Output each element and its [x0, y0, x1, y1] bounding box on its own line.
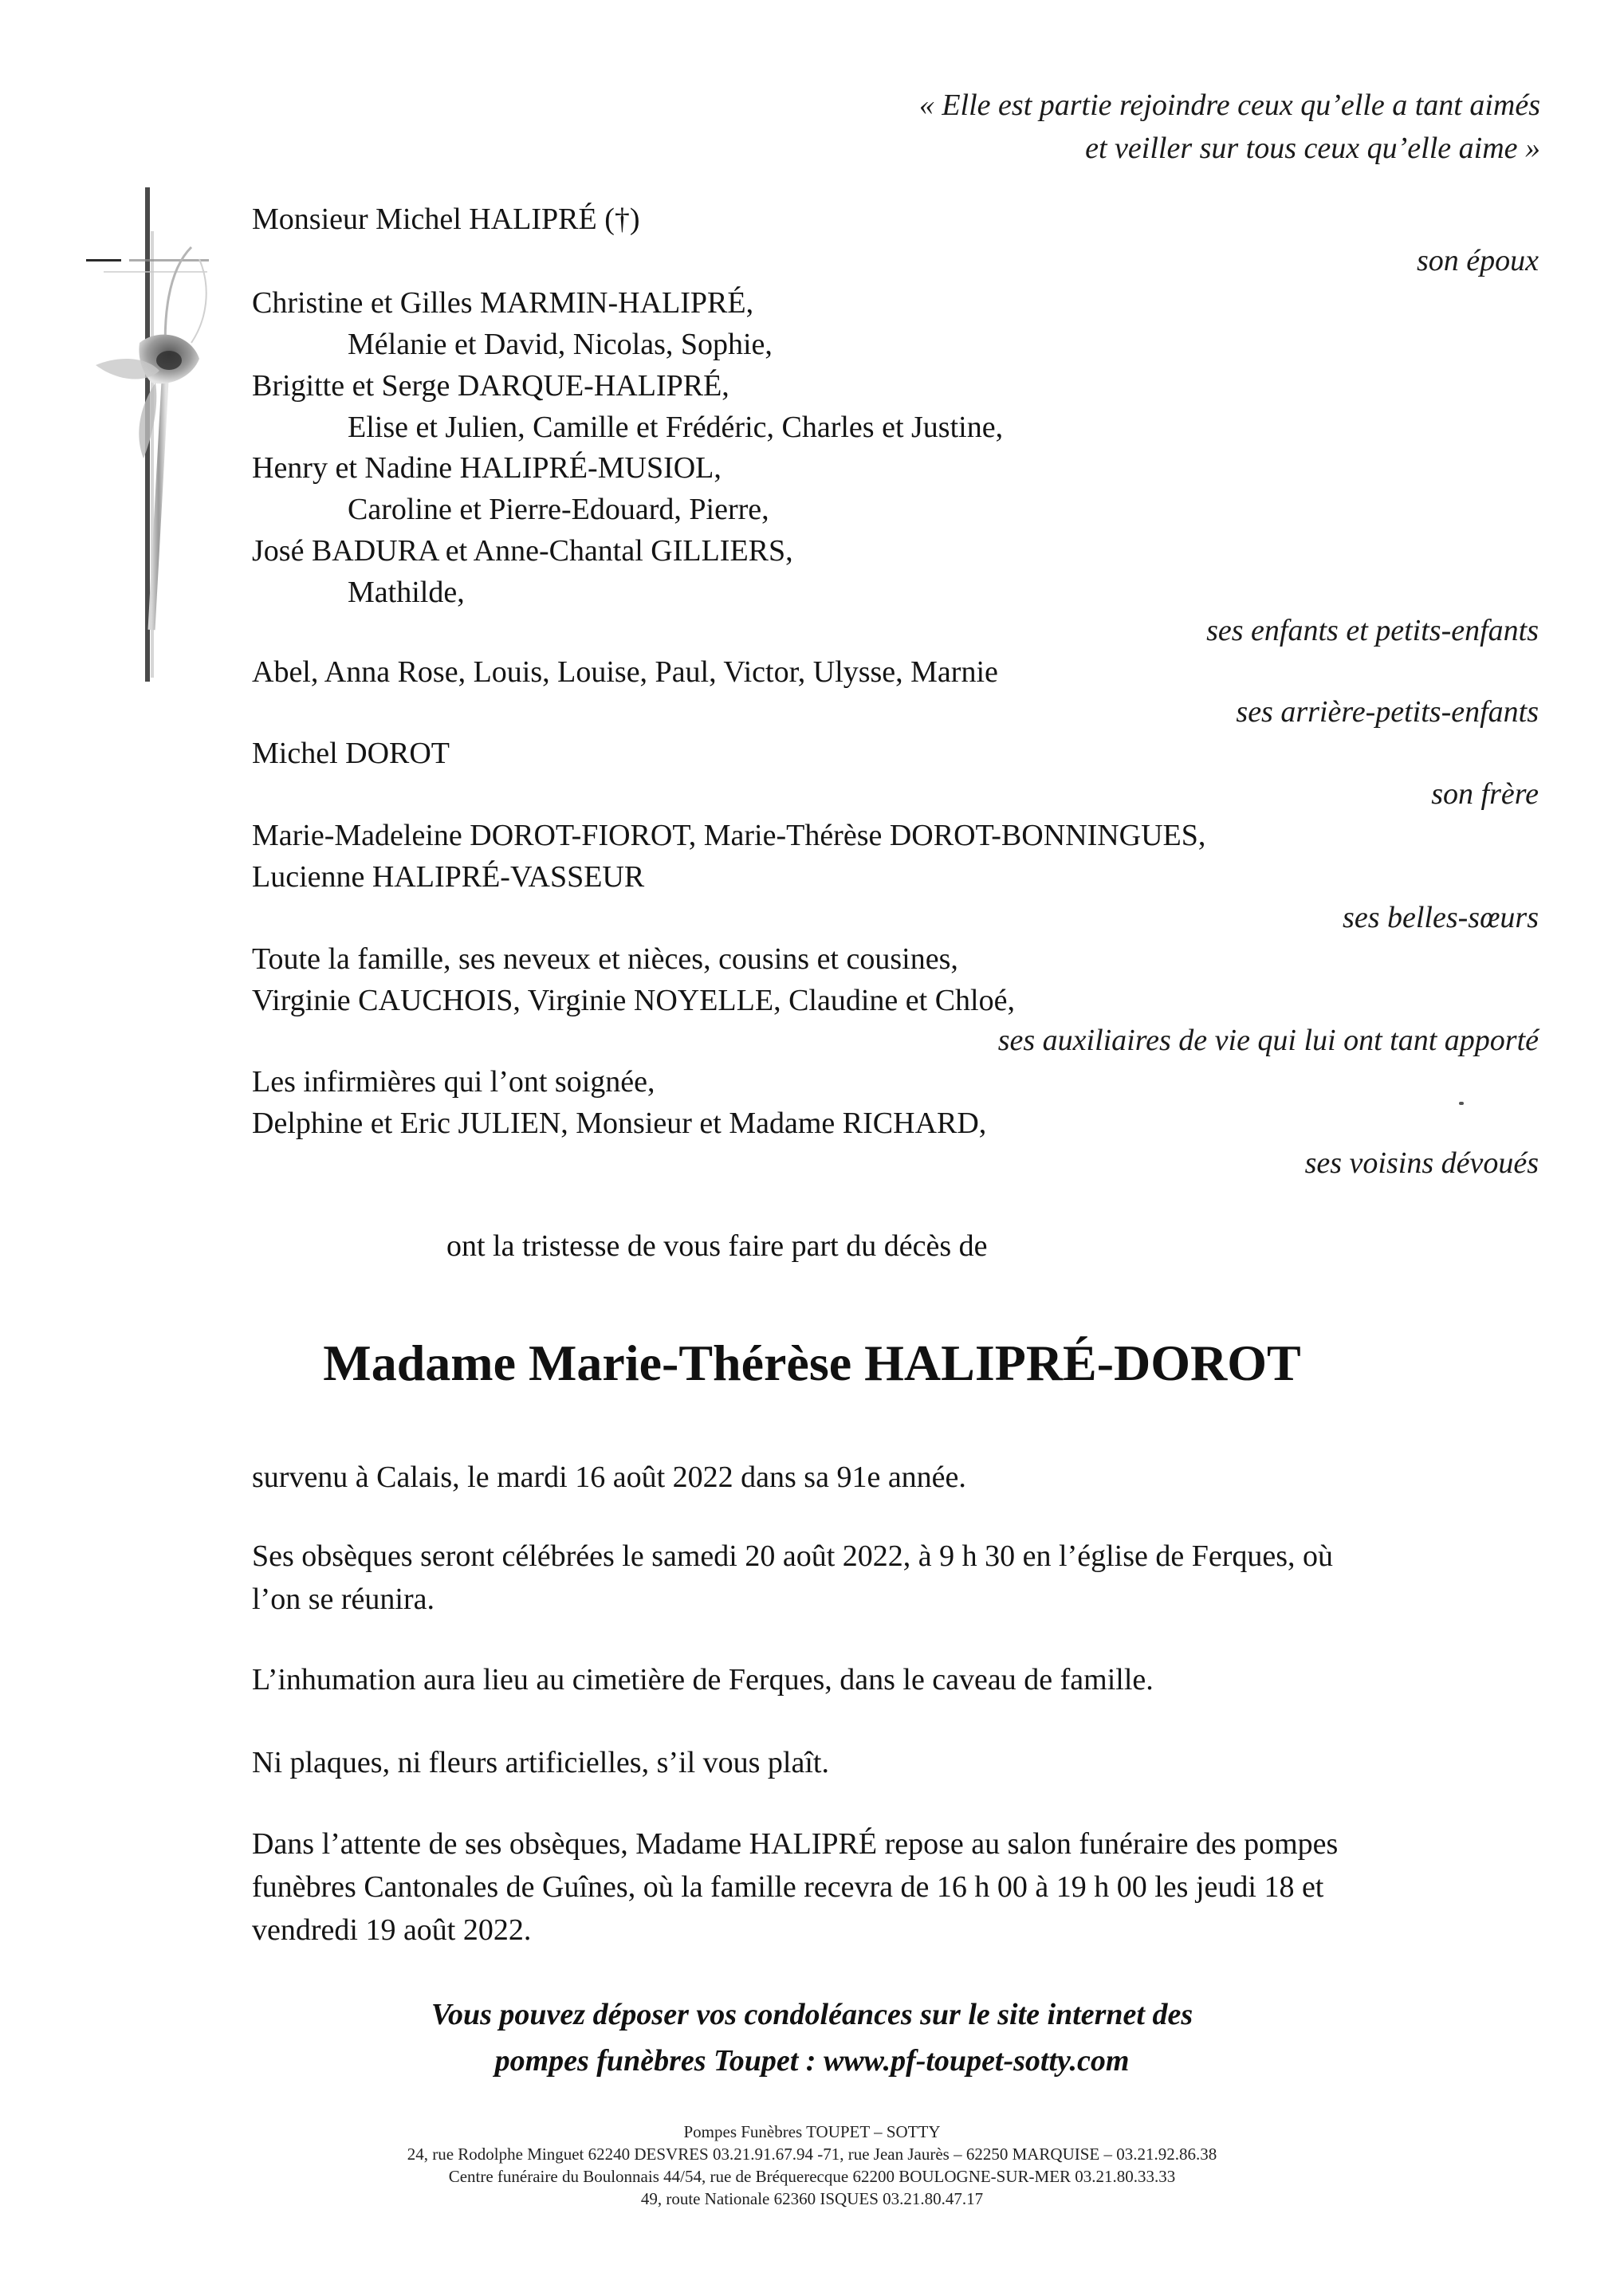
brother-role: son frère — [1431, 777, 1539, 811]
sisters-in-law-role: ses belles-sœurs — [1343, 901, 1539, 934]
footer-address-1: 24, rue Rodolphe Minguet 62240 DESVRES 03.21.91.67.94 -71, rue Jean Jaurès – 62250 MARQUISE – 03.21.92.86.38 — [407, 2145, 1217, 2164]
child-line: Brigitte et Serge DARQUE-HALIPRÉ, — [252, 369, 729, 403]
funeral-line-1: Ses obsèques seront célébrées le samedi 20 août 2022, à 9 h 30 en l’église de Ferques, où — [252, 1539, 1334, 1573]
rest-line-1: Dans l’attente de ses obsèques, Madame HALIPRÉ repose au salon funéraire des pompes — [252, 1827, 1339, 1861]
child-line: Henry et Nadine HALIPRÉ-MUSIOL, — [252, 451, 722, 485]
nurses-line: Les infirmières qui l’ont soignée, — [252, 1065, 655, 1099]
funeral-line-2: l’on se réunira. — [252, 1582, 435, 1616]
child-line: José BADURA et Anne-Chantal GILLIERS, — [252, 534, 793, 568]
rest-details — [252, 1822, 1539, 1952]
family-line: Toute la famille, ses neveux et nièces, cousins et cousines, — [252, 942, 958, 976]
footer-address-3: 49, route Nationale 62360 ISQUES 03.21.80.47.17 — [640, 2189, 984, 2208]
great-grandchildren-role: ses arrière-petits-enfants — [1236, 695, 1539, 729]
neighbours-role: ses voisins dévoués — [1304, 1146, 1539, 1180]
death-line: survenu à Calais, le mardi 16 août 2022 dans sa 91e année. — [252, 1461, 966, 1494]
announcement-intro: ont la tristesse de vous faire part du décès de — [446, 1229, 988, 1263]
funeral-home-footer — [0, 2121, 1624, 2210]
rest-line-3: vendredi 19 août 2022. — [252, 1913, 532, 1947]
death-details — [252, 1456, 1539, 1499]
flowers-request — [252, 1741, 1539, 1784]
neighbours-line: Delphine et Eric JULIEN, Monsieur et Madame RICHARD, — [252, 1107, 987, 1140]
great-grandchildren-line: Abel, Anna Rose, Louis, Louise, Paul, Victor, Ulysse, Marnie — [252, 655, 998, 689]
child-line: Christine et Gilles MARMIN-HALIPRÉ, — [252, 286, 754, 320]
aides-role: ses auxiliaires de vie qui lui ont tant apporté — [997, 1024, 1539, 1057]
sisters-in-law-line: Marie-Madeleine DOROT-FIOROT, Marie-Thérèse DOROT-BONNINGUES, — [252, 819, 1206, 852]
grandchild-line: Elise et Julien, Camille et Frédéric, Charles et Justine, — [348, 411, 1004, 444]
condolences-line-2: pompes funèbres Toupet : www.pf-toupet-sotty.com — [494, 2044, 1130, 2078]
condolences-line-1: Vous pouvez déposer vos condoléances sur le site internet des — [431, 1998, 1193, 2031]
children-role: ses enfants et petits-enfants — [1206, 614, 1539, 647]
sisters-in-law-line: Lucienne HALIPRÉ-VASSEUR — [252, 860, 645, 894]
epigraph-quote — [919, 84, 1540, 170]
footer-address-2: Centre funéraire du Boulonnais 44/54, rue de Bréquerecque 62200 BOULOGNE-SUR-MER 03.21.80.33.33 — [448, 2167, 1176, 2186]
grandchild-line: Mathilde, — [348, 576, 465, 609]
scan-speck — [1459, 1102, 1464, 1105]
quote-line-1: « Elle est partie rejoindre ceux qu’elle a tant aimés — [918, 88, 1540, 122]
burial-details — [252, 1658, 1539, 1701]
burial-line: L’inhumation aura lieu au cimetière de Ferques, dans le caveau de famille. — [252, 1663, 1154, 1696]
brother-name: Michel DOROT — [252, 737, 450, 770]
quote-line-2: et veiller sur tous ceux qu’elle aime » — [1085, 132, 1540, 165]
funeral-details — [252, 1535, 1539, 1621]
grandchild-line: Caroline et Pierre-Edouard, Pierre, — [348, 493, 769, 526]
cross-lily-icon — [72, 183, 279, 686]
condolences-note — [0, 1991, 1624, 2084]
rest-line-2: funèbres Cantonales de Guînes, où la famille recevra de 16 h 00 à 19 h 00 les jeudi 18 et — [252, 1870, 1324, 1904]
flowers-line: Ni plaques, ni fleurs artificielles, s’il vous plaît. — [252, 1746, 829, 1779]
aides-line: Virginie CAUCHOIS, Virginie NOYELLE, Claudine et Chloé, — [252, 984, 1015, 1017]
husband-role: son époux — [1416, 244, 1539, 277]
grandchild-line: Mélanie et David, Nicolas, Sophie, — [348, 328, 773, 361]
husband-name: Monsieur Michel HALIPRÉ (†) — [252, 202, 640, 236]
deceased-name: Madame Marie-Thérèse HALIPRÉ-DOROT — [323, 1335, 1301, 1391]
footer-company: Pompes Funèbres TOUPET – SOTTY — [683, 2122, 941, 2141]
